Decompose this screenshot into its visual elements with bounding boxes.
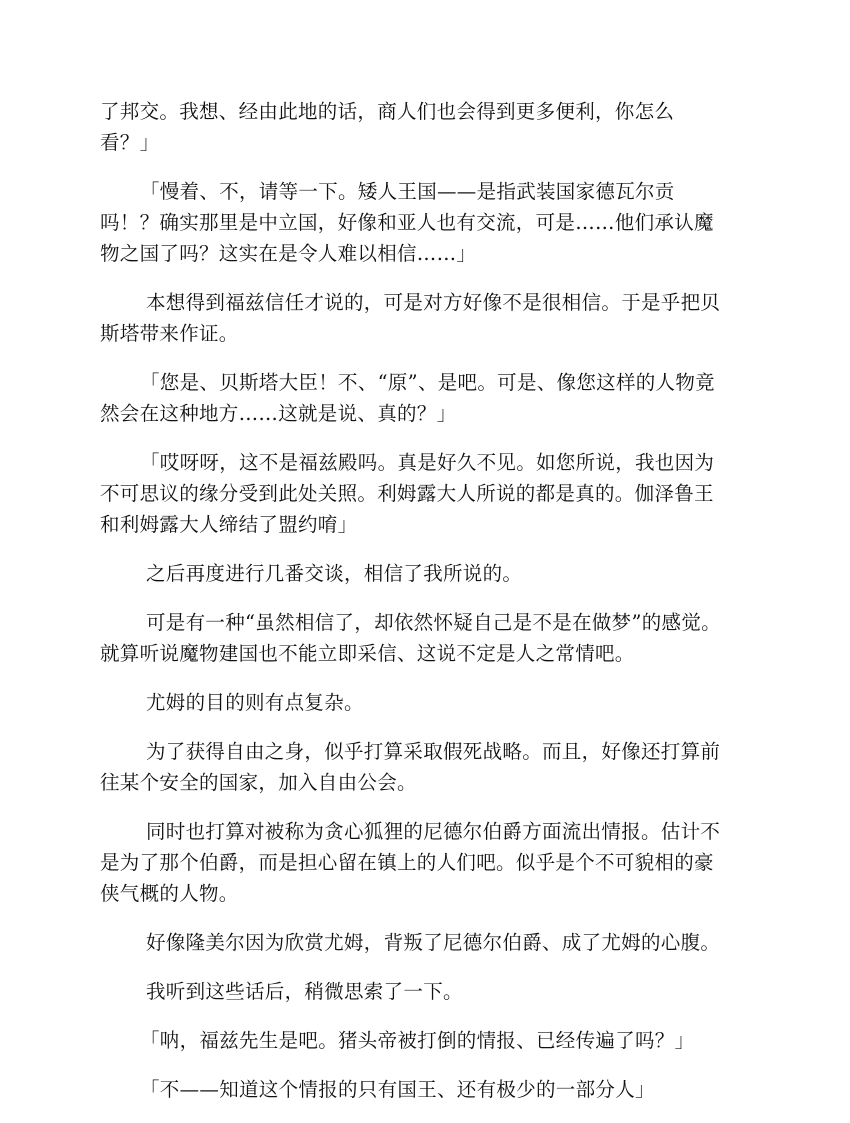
paragraph-3: 本想得到福兹信任才说的，可是对方好像不是很相信。于是乎把贝 斯塔带来作证。 [100, 291, 721, 345]
paragraph-8: 尤姆的目的则有点复杂。 [146, 691, 364, 714]
paragraph-14: 「不——知道这个情报的只有国王、还有极少的一部分人」 [140, 1078, 655, 1101]
paragraph-7: 可是有一种“虽然相信了，却依然怀疑自己是不是在做梦”的感觉。 就算听说魔物建国也不能立即采信、这说不定是人之常情吧。 [100, 611, 721, 665]
paragraph-1: 了邦交。我想、经由此地的话，商人们也会得到更多便利，你怎么 看？」 [100, 100, 675, 154]
paragraph-4: 「您是、贝斯塔大臣！不、“原”、是吧。可是、像您这样的人物竟 然会在这种地方……这就是说、真的？」 [100, 371, 715, 425]
paragraph-2: 「慢着、不，请等一下。矮人王国——是指武装国家德瓦尔贡 吗！？确实那里是中立国，好像和亚人也有交流，可是……他们承认魔 物之国了吗？这实在是令人难以相信……」 [100, 180, 714, 265]
paragraph-9: 为了获得自由之身，似乎打算采取假死战略。而且，好像还打算前 往某个安全的国家，加入自由公会。 [100, 740, 721, 794]
paragraph-5: 「哎呀呀，这不是福兹殿吗。真是好久不见。如您所说，我也因为 不可思议的缘分受到此处关照。利姆露大人所说的都是真的。伽泽鲁王 和利姆露大人缔结了盟约唷」 [100, 451, 715, 536]
paragraph-6: 之后再度进行几番交谈，相信了我所说的。 [146, 562, 523, 585]
paragraph-10: 同时也打算对被称为贪心狐狸的尼德尔伯爵方面流出情报。估计不 是为了那个伯爵，而是担心留在镇上的人们吧。似乎是个不可貌相的豪 侠气概的人物。 [100, 820, 721, 905]
document-page [100, 96, 754, 1123]
paragraph-11: 好像隆美尔因为欣赏尤姆，背叛了尼德尔伯爵、成了尤姆的心腹。 [146, 931, 721, 954]
paragraph-13: 「呐，福兹先生是吧。猪头帝被打倒的情报、已经传遍了吗？」 [140, 1029, 695, 1052]
paragraph-12: 我听到这些话后，稍微思索了一下。 [146, 980, 463, 1003]
